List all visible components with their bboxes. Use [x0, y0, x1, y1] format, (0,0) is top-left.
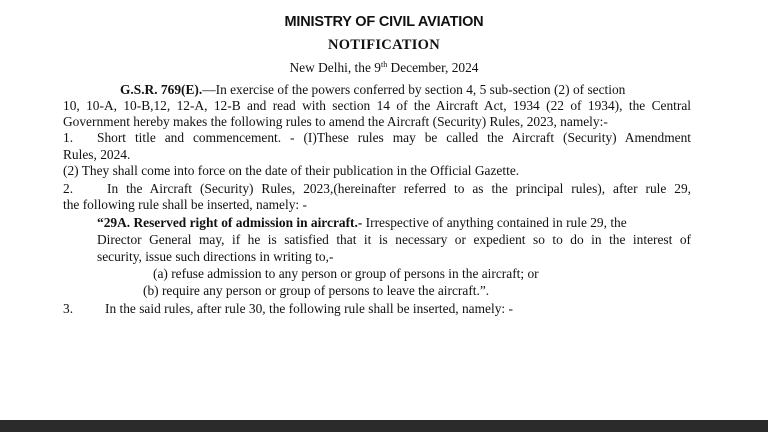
date-suffix: December, 2024 — [387, 60, 479, 75]
preamble-text-1: —In exercise of the powers conferred by section 4, 5 sub-section (2) of section — [202, 82, 626, 97]
date-prefix: New Delhi, the 9 — [289, 60, 381, 75]
rule-29a-item-b: (b) require any person or group of persons to leave the aircraft.”. — [143, 283, 490, 298]
ministry-heading: MINISTRY OF CIVIL AVIATION — [284, 14, 484, 30]
rule-29a-text-1: Irrespective of anything contained in rule 29, the — [362, 215, 627, 230]
preamble-line-1 — [120, 82, 625, 98]
rule-1-line-1: Short title and commencement. - (I)These rules may be called the Aircraft (Security) Amendment — [97, 130, 691, 145]
rule-2-line-2: the following rule shall be inserted, namely: - — [63, 197, 307, 212]
rule-29a-line-1 — [97, 215, 691, 231]
bottom-bar — [0, 420, 768, 432]
notification-heading: NOTIFICATION — [327, 37, 441, 53]
gsr-number: G.S.R. 769(E). — [120, 82, 203, 97]
rule-29a-item-a: (a) refuse admission to any person or group of persons in the aircraft; or — [153, 266, 539, 281]
rule-3-line-1: In the said rules, after rule 30, the following rule shall be inserted, namely: - — [105, 301, 513, 316]
rule-1-number: 1. — [63, 130, 74, 145]
rule-2-line-1: In the Aircraft (Security) Rules, 2023,(hereinafter referred to as the principal rules), after rule 29, — [107, 181, 691, 196]
dateline — [0, 60, 768, 76]
date-superscript: th — [380, 60, 388, 69]
preamble-line-2: 10, 10-A, 10-B,12, 12-A, 12-B and read with section 14 of the Aircraft Act, 1934 (22 of 1934), the Central — [63, 98, 691, 113]
rule-29a-line-3: security, issue such directions in writing to,- — [97, 249, 334, 264]
rule-3-number: 3. — [63, 301, 74, 316]
rule-2-number: 2. — [63, 181, 74, 196]
rule-29a-line-2: Director General may, if he is satisfied that it is necessary or expedient so to do in the interest of — [97, 232, 691, 247]
rule-29a-heading: “29A. Reserved right of admission in aircraft.- — [97, 215, 363, 230]
rule-1-line-3: (2) They shall come into force on the date of their publication in the Official Gazette. — [63, 163, 520, 178]
rule-1-line-2: Rules, 2024. — [63, 147, 131, 162]
preamble-line-3: Government hereby makes the following rules to amend the Aircraft (Security) Rules, 2023, namely:- — [63, 114, 608, 129]
